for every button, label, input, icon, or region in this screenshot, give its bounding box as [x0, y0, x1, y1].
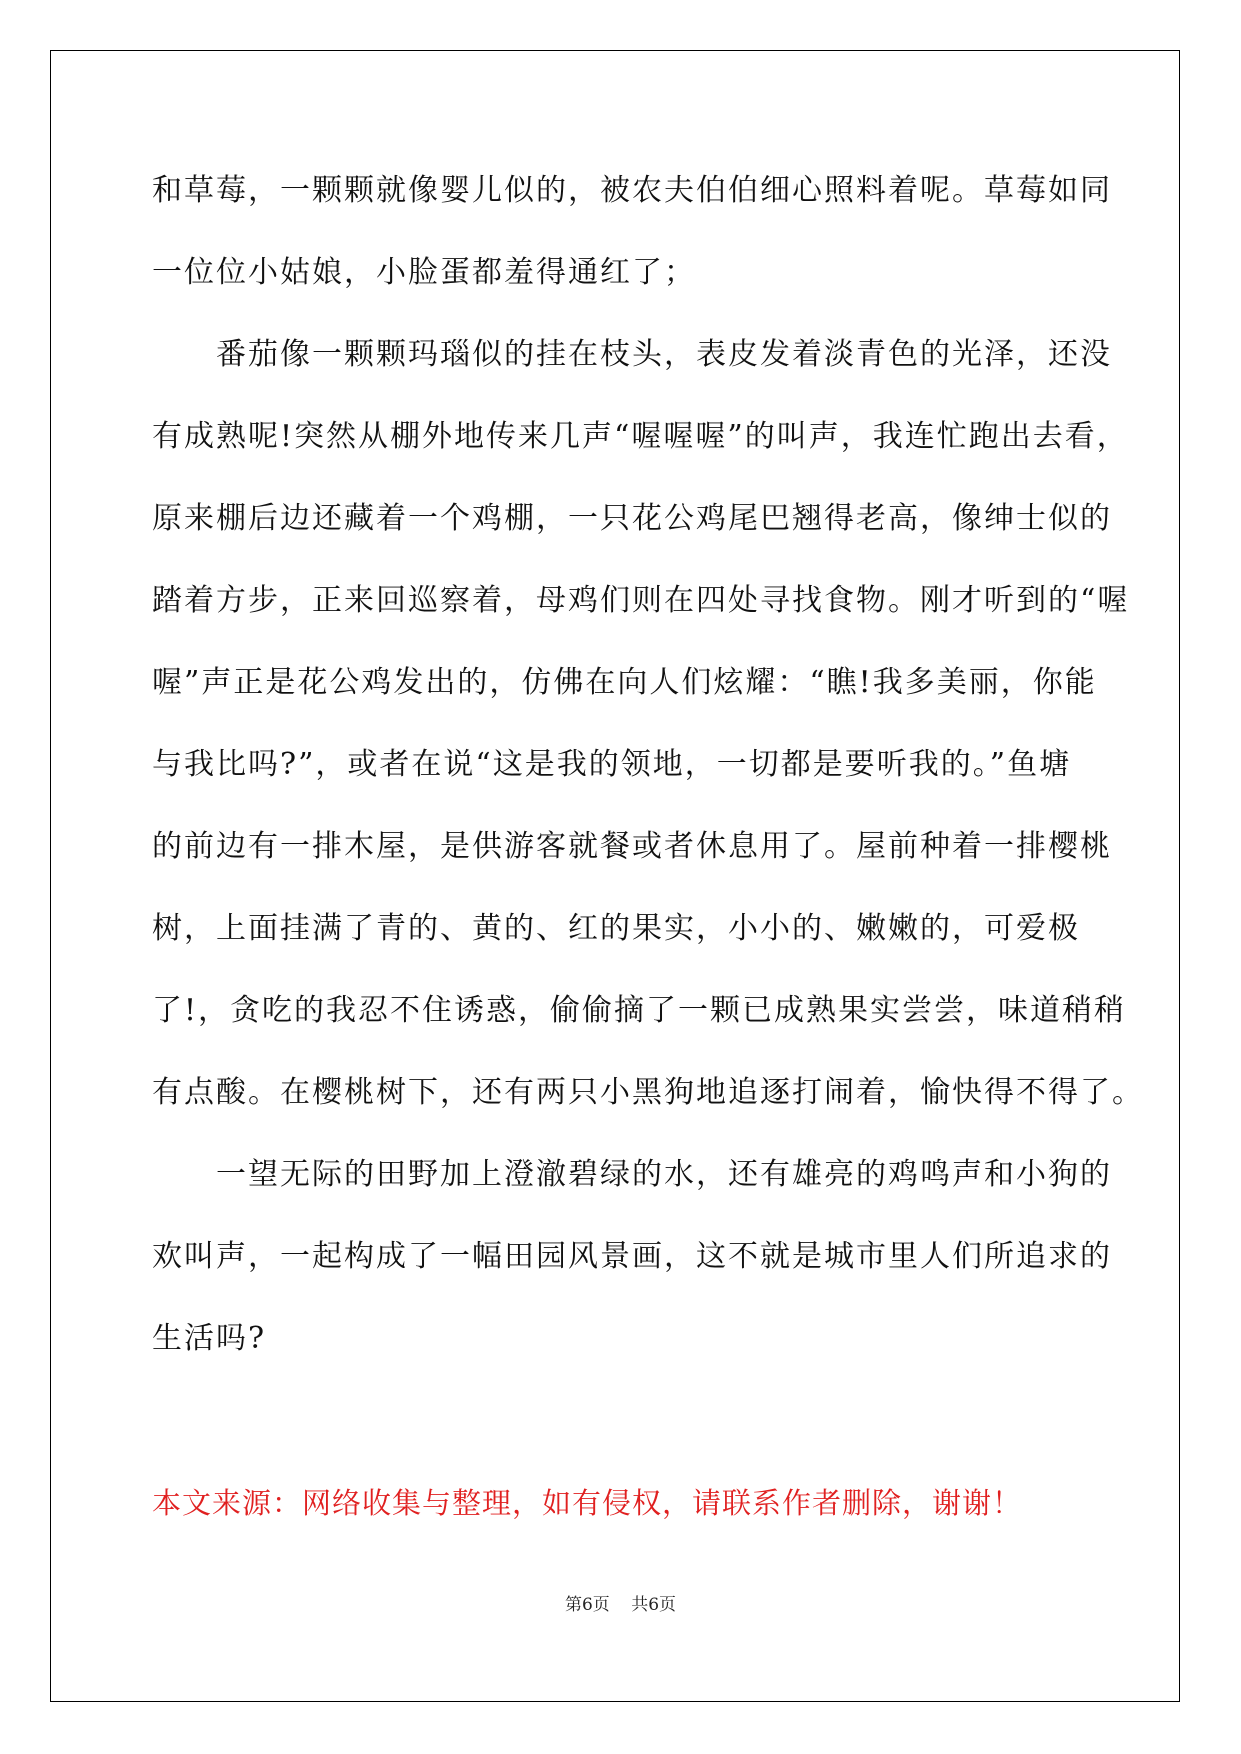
- body-line: 的前边有一排木屋，是供游客就餐或者休息用了。屋前种着一排樱桃: [152, 829, 1112, 864]
- body-line: 有成熟呢!突然从棚外地传来几声“喔喔喔”的叫声，我连忙跑出去看，: [152, 419, 1129, 454]
- body-line: 了!，贪吃的我忍不住诱惑，偷偷摘了一颗已成熟果实尝尝，味道稍稍: [152, 993, 1127, 1028]
- body-line: 踏着方步，正来回巡察着，母鸡们则在四处寻找食物。刚才听到的“喔: [152, 583, 1130, 618]
- body-line: 欢叫声，一起构成了一幅田园风景画，这不就是城市里人们所追求的: [152, 1239, 1112, 1274]
- body-line: 生活吗?: [152, 1321, 267, 1356]
- body-line: 番茄像一颗颗玛瑙似的挂在枝头，表皮发着淡青色的光泽，还没: [152, 337, 1112, 372]
- body-line: 一望无际的田野加上澄澈碧绿的水，还有雄亮的鸡鸣声和小狗的: [152, 1157, 1112, 1192]
- body-line: 树，上面挂满了青的、黄的、红的果实，小小的、嫩嫩的，可爱极: [152, 911, 1080, 946]
- page-footer: [0, 1590, 1241, 1615]
- source-notice: 本文来源：网络收集与整理，如有侵权，请联系作者删除，谢谢！: [152, 1486, 1023, 1520]
- article-body: [152, 150, 1144, 1544]
- body-line: 一位位小姑娘，小脸蛋都羞得通红了；: [152, 255, 696, 290]
- page-number-current: 第6页: [564, 1595, 610, 1615]
- body-line: 喔”声正是花公鸡发出的，仿佛在向人们炫耀：“瞧!我多美丽，你能: [152, 665, 1097, 700]
- body-line: 原来棚后边还藏着一个鸡棚，一只花公鸡尾巴翘得老高，像绅士似的: [152, 501, 1112, 536]
- body-line: 和草莓，一颗颗就像婴儿似的，被农夫伯伯细心照料着呢。草莓如同: [152, 173, 1112, 208]
- body-line: 有点酸。在樱桃树下，还有两只小黑狗地追逐打闹着，愉快得不得了。: [152, 1075, 1144, 1110]
- body-line: 与我比吗?”，或者在说“这是我的领地，一切都是要听我的。”鱼塘: [152, 747, 1072, 782]
- spacer: [152, 1380, 1092, 1462]
- page-number-total: 共6页: [631, 1595, 677, 1615]
